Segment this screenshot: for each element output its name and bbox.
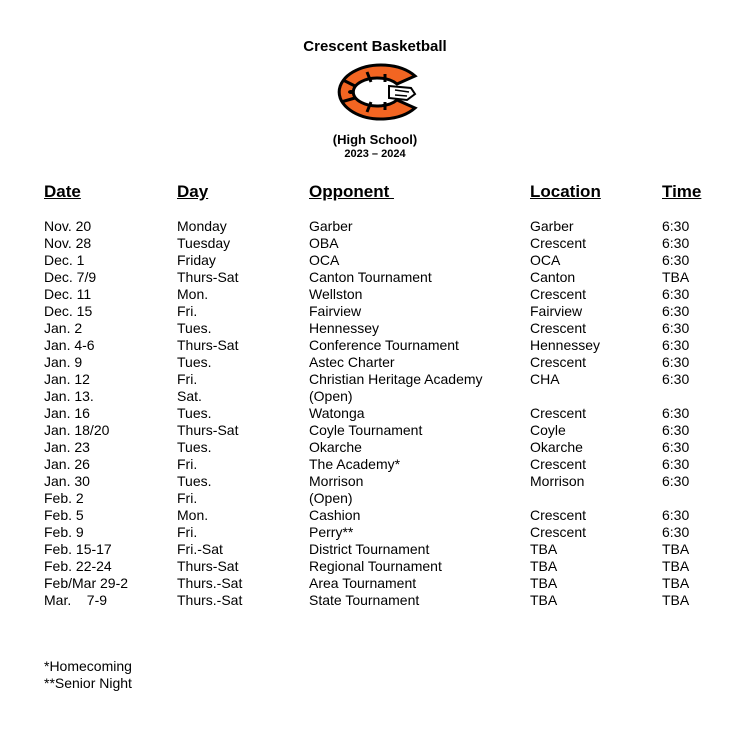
cell-opponent: OBA [309, 235, 339, 251]
cell-date: Jan. 16 [44, 405, 90, 421]
footnote-homecoming: *Homecoming [44, 658, 132, 674]
cell-location: Crescent [530, 235, 587, 251]
cell-date: Feb. 2 [44, 490, 84, 506]
cell-location: Morrison [530, 473, 585, 489]
cell-opponent: Regional Tournament [309, 558, 442, 574]
cell-date: Feb. 9 [44, 524, 84, 540]
cell-day: Tues. [177, 405, 212, 421]
cell-time: 6:30 [662, 303, 690, 319]
cell-location: Crescent [530, 524, 587, 540]
cell-day: Mon. [177, 507, 209, 523]
table-row [0, 541, 750, 558]
cell-date: Jan. 9 [44, 354, 83, 370]
table-row [0, 524, 750, 541]
cell-time: 6:30 [662, 422, 690, 438]
cell-date: Jan. 13. [44, 388, 94, 404]
cell-location: Crescent [530, 405, 587, 421]
cell-date: Jan. 12 [44, 371, 90, 387]
cell-day: Fri.-Sat [177, 541, 223, 557]
cell-location: Crescent [530, 320, 587, 336]
cell-day: Tues. [177, 439, 212, 455]
cell-date: Dec. 11 [44, 286, 92, 302]
cell-date: Jan. 2 [44, 320, 83, 336]
table-row [0, 354, 750, 371]
school-level: (High School) [332, 132, 418, 147]
cell-opponent: Astec Charter [309, 354, 395, 370]
schedule-table [0, 218, 750, 609]
cell-opponent: Morrison [309, 473, 364, 489]
header-time: Time [662, 182, 702, 201]
table-row [0, 303, 750, 320]
page-title: Crescent Basketball [303, 38, 447, 55]
cell-date: Jan. 26 [44, 456, 90, 472]
cell-time: 6:30 [662, 320, 690, 336]
table-row [0, 507, 750, 524]
cell-time: 6:30 [662, 286, 690, 302]
cell-day: Friday [177, 252, 216, 268]
table-row [0, 269, 750, 286]
table-row [0, 320, 750, 337]
tiger-c-logo-shape [339, 65, 415, 119]
cell-day: Mon. [177, 286, 209, 302]
cell-date: Feb. 15-17 [44, 541, 112, 557]
cell-location: Garber [530, 218, 574, 234]
cell-time: 6:30 [662, 218, 690, 234]
cell-day: Tues. [177, 473, 212, 489]
cell-time: TBA [662, 558, 690, 574]
cell-opponent: Okarche [309, 439, 362, 455]
cell-day: Sat. [177, 388, 202, 404]
table-row [0, 235, 750, 252]
cell-time: TBA [662, 269, 690, 285]
subtitle-block [0, 132, 750, 162]
cell-day: Thurs-Sat [177, 558, 239, 574]
cell-opponent: OCA [309, 252, 340, 268]
cell-day: Fri. [177, 456, 198, 472]
cell-time: 6:30 [662, 524, 690, 540]
cell-location: Crescent [530, 507, 587, 523]
cell-location: TBA [530, 558, 558, 574]
table-row [0, 218, 750, 235]
table-row [0, 592, 750, 609]
cell-location: OCA [530, 252, 561, 268]
season: 2023 – 2024 [344, 148, 406, 160]
cell-opponent: Cashion [309, 507, 361, 523]
cell-day: Thurs-Sat [177, 422, 239, 438]
cell-opponent: Garber [309, 218, 353, 234]
cell-date: Feb/Mar 29-2 [44, 575, 129, 591]
table-row [0, 405, 750, 422]
cell-location: TBA [530, 575, 558, 591]
cell-opponent: (Open) [309, 490, 353, 506]
cell-time: 6:30 [662, 456, 690, 472]
table-row [0, 371, 750, 388]
cell-time: 6:30 [662, 337, 690, 353]
cell-location: Crescent [530, 286, 587, 302]
cell-day: Tues. [177, 354, 212, 370]
cell-day: Tues. [177, 320, 212, 336]
footnotes [44, 658, 132, 692]
cell-time: 6:30 [662, 439, 690, 455]
cell-date: Jan. 18/20 [44, 422, 110, 438]
cell-location: Crescent [530, 456, 587, 472]
cell-location: TBA [530, 592, 558, 608]
cell-opponent: Watonga [309, 405, 365, 421]
cell-date: Jan. 4-6 [44, 337, 95, 353]
cell-location: Fairview [530, 303, 583, 319]
cell-date: Feb. 22-24 [44, 558, 112, 574]
cell-opponent: Fairview [309, 303, 362, 319]
table-row [0, 456, 750, 473]
cell-time: 6:30 [662, 473, 690, 489]
cell-date: Dec. 15 [44, 303, 93, 319]
cell-location: Hennessey [530, 337, 601, 353]
cell-day: Thurs.-Sat [177, 592, 243, 608]
header-location: Location [530, 182, 601, 201]
header-opponent: Opponent [309, 182, 394, 201]
table-row [0, 422, 750, 439]
cell-day: Fri. [177, 524, 198, 540]
cell-date: Nov. 28 [44, 235, 92, 251]
cell-date: Jan. 23 [44, 439, 90, 455]
cell-opponent: District Tournament [309, 541, 430, 557]
cell-date: Dec. 1 [44, 252, 85, 268]
cell-time: TBA [662, 575, 690, 591]
cell-location: Coyle [530, 422, 566, 438]
cell-date: Nov. 20 [44, 218, 92, 234]
cell-time: TBA [662, 541, 690, 557]
table-row [0, 252, 750, 269]
table-row [0, 388, 750, 405]
cell-opponent: (Open) [309, 388, 353, 404]
header-date: Date [44, 182, 81, 201]
cell-day: Thurs-Sat [177, 337, 239, 353]
cell-day: Thurs-Sat [177, 269, 239, 285]
cell-day: Tuesday [177, 235, 231, 251]
cell-location: TBA [530, 541, 558, 557]
cell-time: 6:30 [662, 354, 690, 370]
cell-opponent: Area Tournament [309, 575, 417, 591]
cell-time: 6:30 [662, 371, 690, 387]
table-row [0, 337, 750, 354]
cell-date: Mar. 7-9 [44, 592, 108, 608]
table-row [0, 490, 750, 507]
cell-day: Monday [177, 218, 227, 234]
cell-opponent: The Academy* [309, 456, 401, 472]
table-row [0, 558, 750, 575]
cell-day: Fri. [177, 303, 198, 319]
cell-time: 6:30 [662, 252, 690, 268]
cell-opponent: Coyle Tournament [309, 422, 423, 438]
cell-date: Jan. 30 [44, 473, 90, 489]
table-row [0, 473, 750, 490]
cell-time: 6:30 [662, 507, 690, 523]
cell-date: Dec. 7/9 [44, 269, 97, 285]
cell-time: TBA [662, 592, 690, 608]
cell-date: Feb. 5 [44, 507, 84, 523]
header-day: Day [177, 182, 209, 201]
cell-opponent: Perry** [309, 524, 354, 540]
table-row [0, 286, 750, 303]
cell-day: Fri. [177, 371, 198, 387]
cell-time: 6:30 [662, 235, 690, 251]
cell-day: Thurs.-Sat [177, 575, 243, 591]
cell-location: Crescent [530, 354, 587, 370]
cell-location: Canton [530, 269, 576, 285]
footnote-senior-night: **Senior Night [44, 675, 132, 691]
cell-location: Okarche [530, 439, 583, 455]
cell-opponent: Wellston [309, 286, 363, 302]
cell-location: CHA [530, 371, 560, 387]
cell-opponent: Conference Tournament [309, 337, 459, 353]
cell-day: Fri. [177, 490, 198, 506]
cell-opponent: Hennessey [309, 320, 380, 336]
table-row [0, 575, 750, 592]
cell-opponent: Christian Heritage Academy [309, 371, 483, 387]
tiger-c-logo [327, 62, 423, 122]
cell-opponent: State Tournament [309, 592, 420, 608]
table-row [0, 439, 750, 456]
cell-opponent: Canton Tournament [309, 269, 432, 285]
cell-time: 6:30 [662, 405, 690, 421]
